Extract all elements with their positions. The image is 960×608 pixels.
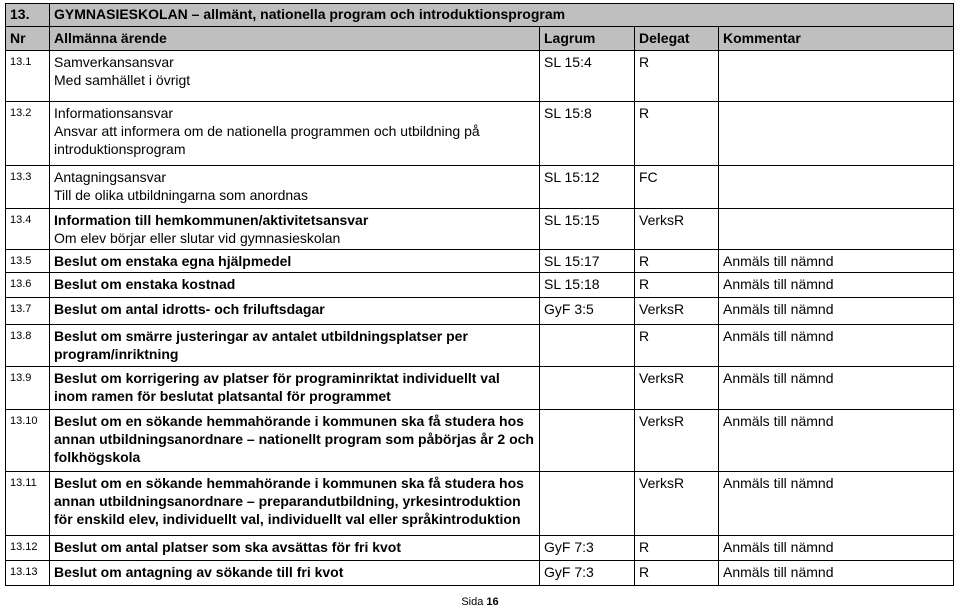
table-row bbox=[6, 250, 954, 273]
row-desc: Ansvar att informera om de nationella programmen och utbildning på introduktionsprogram bbox=[54, 123, 480, 157]
header-delegat: Delegat bbox=[635, 27, 719, 51]
row-nr: 13.13 bbox=[6, 561, 50, 586]
table-row bbox=[6, 166, 954, 209]
row-nr: 13.2 bbox=[6, 102, 50, 166]
header-arende: Allmänna ärende bbox=[50, 27, 540, 51]
row-nr: 13.5 bbox=[6, 250, 50, 273]
section-header-row bbox=[6, 4, 954, 27]
row-title: Beslut om antagning av sökande till fri kvot bbox=[50, 561, 540, 586]
row-lagrum: SL 15:15 bbox=[540, 209, 635, 250]
header-nr: Nr bbox=[6, 27, 50, 51]
table-row bbox=[6, 536, 954, 561]
row-delegat: VerksR bbox=[635, 472, 719, 536]
page-number: 16 bbox=[486, 596, 499, 608]
table-row bbox=[6, 410, 954, 472]
row-delegat: R bbox=[635, 561, 719, 586]
row-kommentar bbox=[719, 209, 954, 250]
row-delegat: R bbox=[635, 536, 719, 561]
table-row bbox=[6, 298, 954, 325]
row-lagrum bbox=[540, 325, 635, 367]
row-title: Beslut om en sökande hemmahörande i kommunen ska få studera hos annan utbildningsanordnare – preparandutbildning, yrkesintroduktion för enskild elev, individuellt val, individuellt val eller språkintroduktion bbox=[50, 472, 540, 536]
row-title: Antagningsansvar bbox=[54, 169, 167, 185]
row-kommentar bbox=[719, 51, 954, 102]
table-row bbox=[6, 273, 954, 298]
row-title: Beslut om smärre justeringar av antalet utbildningsplatser per program/inriktning bbox=[50, 325, 540, 367]
row-lagrum: SL 15:8 bbox=[540, 102, 635, 166]
row-kommentar bbox=[719, 102, 954, 166]
row-nr: 13.6 bbox=[6, 273, 50, 298]
row-lagrum: GyF 7:3 bbox=[540, 561, 635, 586]
row-delegat: FC bbox=[635, 166, 719, 209]
row-arende bbox=[50, 51, 540, 102]
row-title: Beslut om korrigering av platser för programinriktat individuellt val inom ramen för beslutat platsantal för programmet bbox=[50, 367, 540, 410]
row-kommentar: Anmäls till nämnd bbox=[719, 410, 954, 472]
row-title: Beslut om enstaka egna hjälpmedel bbox=[50, 250, 540, 273]
row-lagrum bbox=[540, 410, 635, 472]
row-nr: 13.11 bbox=[6, 472, 50, 536]
row-delegat: R bbox=[635, 325, 719, 367]
page-footer bbox=[0, 596, 960, 608]
table-row bbox=[6, 325, 954, 367]
row-lagrum: GyF 7:3 bbox=[540, 536, 635, 561]
row-kommentar: Anmäls till nämnd bbox=[719, 273, 954, 298]
row-delegat: R bbox=[635, 250, 719, 273]
table-row bbox=[6, 51, 954, 102]
header-kommentar: Kommentar bbox=[719, 27, 954, 51]
row-nr: 13.8 bbox=[6, 325, 50, 367]
row-delegat: R bbox=[635, 51, 719, 102]
row-lagrum: GyF 3:5 bbox=[540, 298, 635, 325]
row-nr: 13.10 bbox=[6, 410, 50, 472]
row-nr: 13.9 bbox=[6, 367, 50, 410]
row-lagrum: SL 15:17 bbox=[540, 250, 635, 273]
section-number: 13. bbox=[6, 4, 50, 27]
row-delegat: R bbox=[635, 102, 719, 166]
table-row bbox=[6, 367, 954, 410]
row-nr: 13.7 bbox=[6, 298, 50, 325]
row-kommentar: Anmäls till nämnd bbox=[719, 250, 954, 273]
table-row bbox=[6, 209, 954, 250]
row-kommentar: Anmäls till nämnd bbox=[719, 325, 954, 367]
row-lagrum: SL 15:4 bbox=[540, 51, 635, 102]
row-kommentar: Anmäls till nämnd bbox=[719, 472, 954, 536]
row-delegat: VerksR bbox=[635, 410, 719, 472]
row-lagrum: SL 15:12 bbox=[540, 166, 635, 209]
row-nr: 13.3 bbox=[6, 166, 50, 209]
row-title: Beslut om antal idrotts- och friluftsdagar bbox=[50, 298, 540, 325]
row-title: Beslut om antal platser som ska avsättas för fri kvot bbox=[50, 536, 540, 561]
row-arende bbox=[50, 102, 540, 166]
row-title: Beslut om en sökande hemmahörande i kommunen ska få studera hos annan utbildningsanordnare – nationellt program som påbörjas år 2 och folkhögskola bbox=[50, 410, 540, 472]
column-header-row bbox=[6, 27, 954, 51]
row-kommentar: Anmäls till nämnd bbox=[719, 536, 954, 561]
row-delegat: VerksR bbox=[635, 298, 719, 325]
row-nr: 13.12 bbox=[6, 536, 50, 561]
row-desc: Med samhället i övrigt bbox=[54, 72, 191, 88]
row-desc: Om elev börjar eller slutar vid gymnasieskolan bbox=[54, 230, 341, 246]
header-lagrum: Lagrum bbox=[540, 27, 635, 51]
row-lagrum bbox=[540, 472, 635, 536]
row-lagrum bbox=[540, 367, 635, 410]
row-kommentar: Anmäls till nämnd bbox=[719, 298, 954, 325]
row-delegat: VerksR bbox=[635, 367, 719, 410]
table-row bbox=[6, 561, 954, 586]
section-title: GYMNASIESKOLAN – allmänt, nationella program och introduktionsprogram bbox=[50, 4, 954, 27]
row-kommentar bbox=[719, 166, 954, 209]
row-nr: 13.4 bbox=[6, 209, 50, 250]
page-label: Sida bbox=[461, 596, 484, 608]
row-title: Beslut om enstaka kostnad bbox=[50, 273, 540, 298]
row-title: Information till hemkommunen/aktivitetsansvar bbox=[54, 212, 369, 228]
table-row bbox=[6, 472, 954, 536]
table-row bbox=[6, 102, 954, 166]
row-nr: 13.1 bbox=[6, 51, 50, 102]
delegation-table bbox=[5, 3, 954, 586]
row-desc: Till de olika utbildningarna som anordnas bbox=[54, 187, 308, 203]
row-arende bbox=[50, 166, 540, 209]
row-title: Informationsansvar bbox=[54, 105, 174, 121]
row-delegat: R bbox=[635, 273, 719, 298]
row-delegat: VerksR bbox=[635, 209, 719, 250]
row-arende bbox=[50, 209, 540, 250]
row-kommentar: Anmäls till nämnd bbox=[719, 561, 954, 586]
row-kommentar: Anmäls till nämnd bbox=[719, 367, 954, 410]
row-lagrum: SL 15:18 bbox=[540, 273, 635, 298]
row-title: Samverkansansvar bbox=[54, 54, 174, 70]
